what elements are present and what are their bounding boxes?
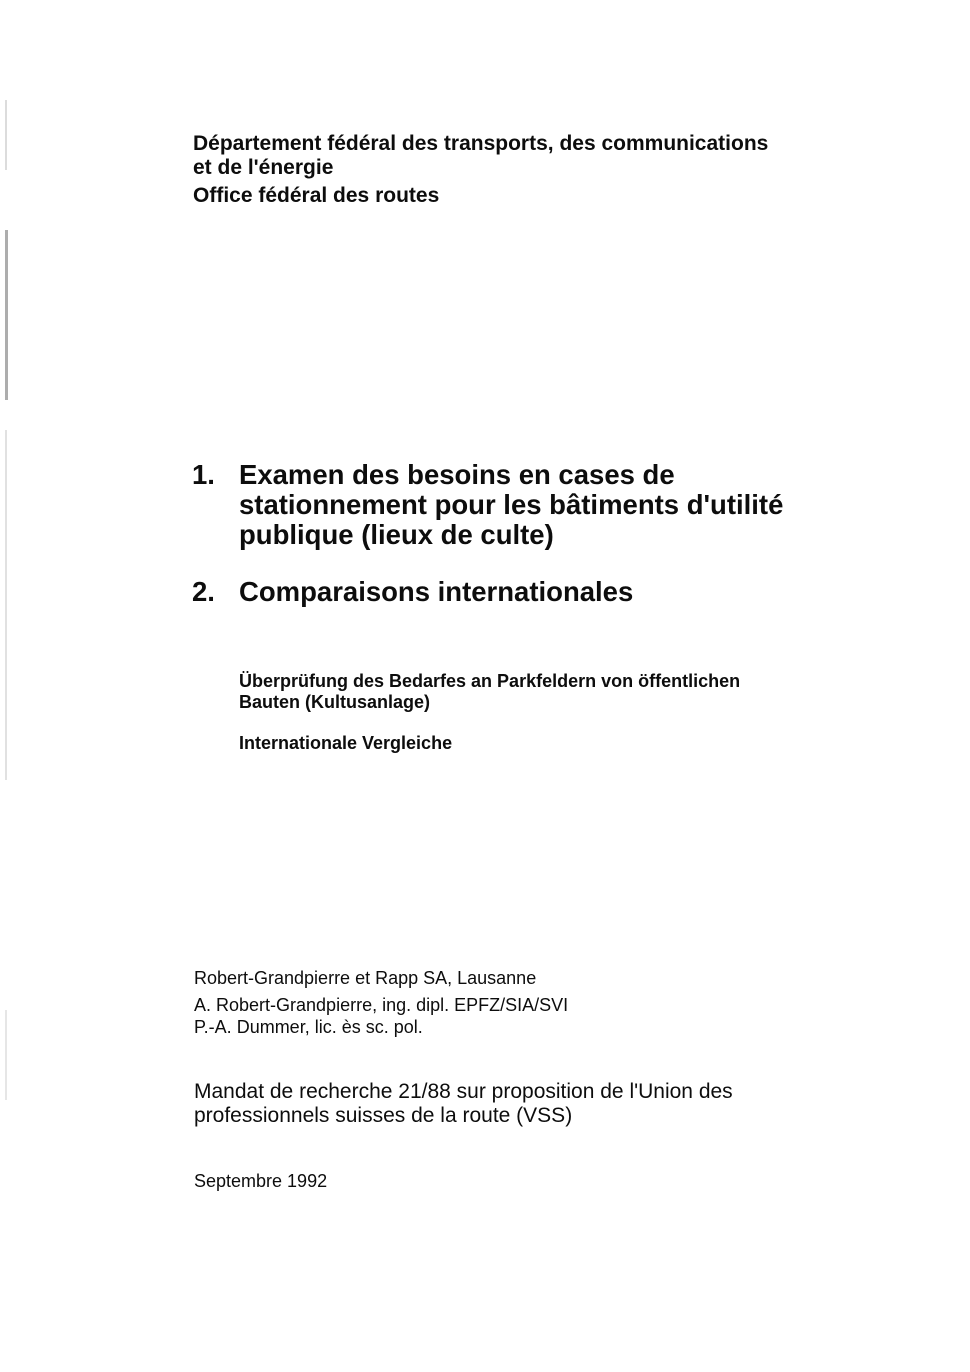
mandate-line-2: professionnels suisses de la route (VSS) xyxy=(194,1104,573,1127)
german-title xyxy=(239,671,879,754)
research-mandate xyxy=(194,1080,894,1128)
author-person-1: A. Robert-Grandpierre, ing. dipl. EPFZ/SIA/SVI xyxy=(194,995,569,1015)
title-item-1 xyxy=(192,460,912,550)
title-text xyxy=(239,577,912,607)
title-line: publique (lieux de culte) xyxy=(239,519,554,550)
scan-edge-mark xyxy=(5,1010,7,1100)
scan-edge-mark xyxy=(5,100,7,170)
publication-date: Septembre 1992 xyxy=(194,1171,328,1191)
title-number: 1. xyxy=(192,459,215,490)
title-line: stationnement pour les bâtiments d'utilité xyxy=(239,489,784,520)
scan-edge-mark xyxy=(5,430,7,780)
german-title-line-2: Bauten (Kultusanlage) xyxy=(239,692,431,712)
office-name: Office fédéral des routes xyxy=(193,184,440,207)
title-line: Comparaisons internationales xyxy=(239,576,634,607)
department-line-2: et de l'énergie xyxy=(193,156,334,179)
author-person-2: P.-A. Dummer, lic. ès sc. pol. xyxy=(194,1017,423,1037)
author-firm: Robert-Grandpierre et Rapp SA, Lausanne xyxy=(194,968,537,988)
authors xyxy=(194,967,894,1038)
title-number: 2. xyxy=(192,576,215,607)
title-line: Examen des besoins en cases de xyxy=(239,459,675,490)
issuing-authority xyxy=(193,132,893,208)
title-item-2 xyxy=(192,577,912,607)
title-text xyxy=(239,460,912,550)
mandate-line-1: Mandat de recherche 21/88 sur proposition de l'Union des xyxy=(194,1080,733,1103)
german-subtitle: Internationale Vergleiche xyxy=(239,733,453,753)
scan-edge-mark xyxy=(5,230,8,400)
german-title-line-1: Überprüfung des Bedarfes an Parkfeldern von öffentlichen xyxy=(239,671,741,691)
report-titles xyxy=(192,460,912,607)
department-line-1: Département fédéral des transports, des communications xyxy=(193,132,769,155)
